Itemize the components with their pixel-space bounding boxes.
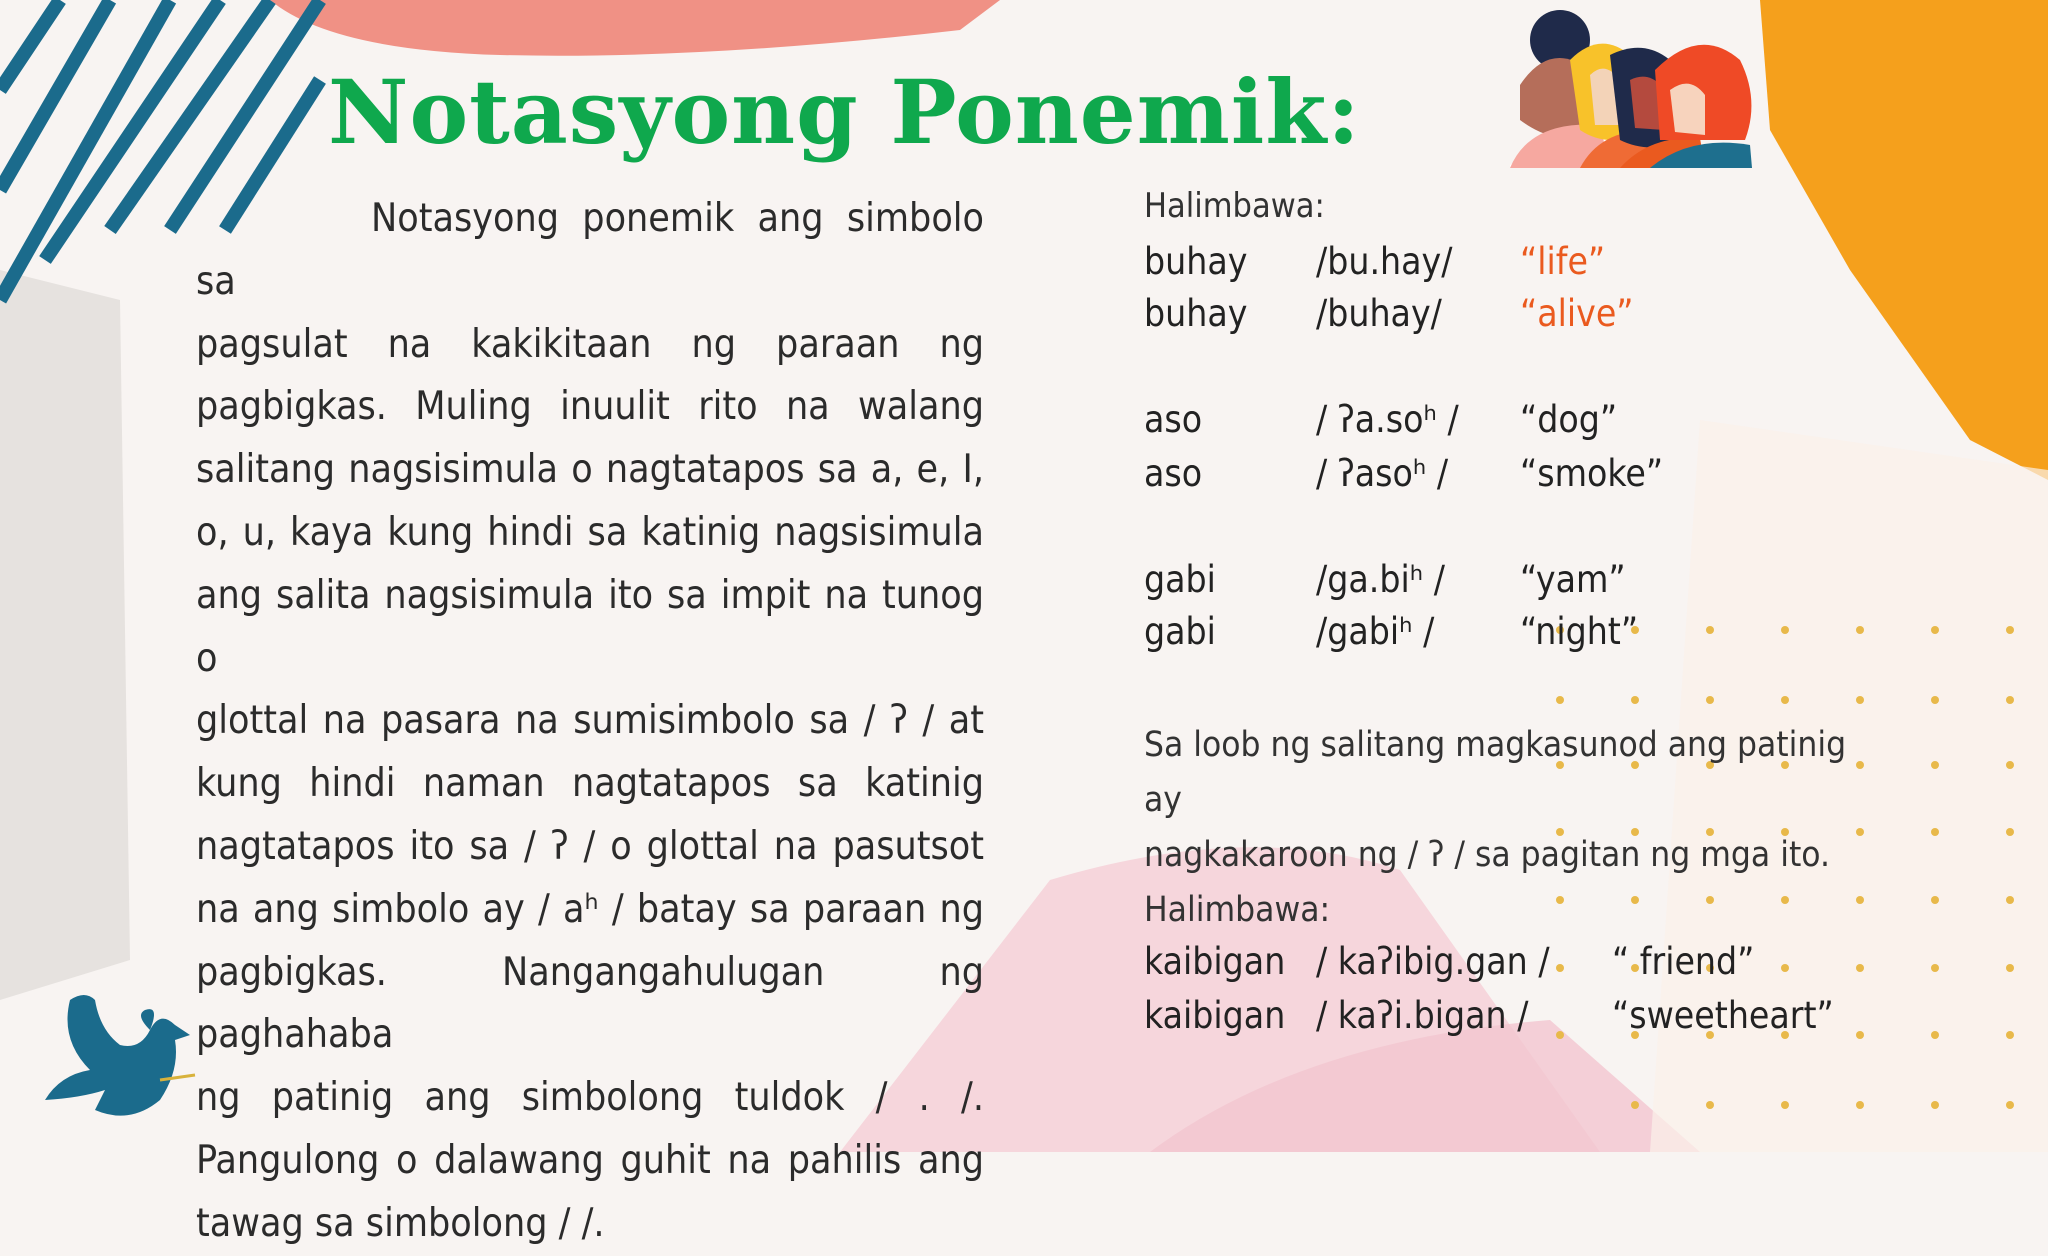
example-word: gabi — [1144, 610, 1216, 653]
paragraph-line: Notasyong ponemik ang simbolo sa — [196, 196, 984, 304]
example-phonemic: / kaʔi.bigan / — [1316, 994, 1529, 1037]
salmon-shape — [270, 0, 1000, 56]
paragraph-line: glottal na pasara na sumisimbolo sa / ʔ / at — [196, 698, 984, 744]
definition-paragraph — [196, 188, 984, 1256]
example-word: gabi — [1144, 558, 1216, 601]
paragraph-line: o, u, kaya kung hindi sa katinig nagsisimula — [196, 509, 984, 555]
paragraph-line: ng patinig ang simbolong tuldok / . /. — [196, 1075, 984, 1121]
example-phonemic: /bu.hay/ — [1316, 240, 1453, 283]
example-phonemic: /buhay/ — [1316, 292, 1442, 335]
example-phonemic: / ʔasoʰ / — [1316, 452, 1449, 495]
note-line: nagkakaroon ng / ʔ / sa pagitan ng mga ito. — [1144, 835, 1830, 875]
example-phonemic: /ga.biʰ / — [1316, 558, 1445, 601]
grey-shape — [0, 270, 130, 1000]
example-gloss: “alive” — [1520, 292, 1634, 335]
paragraph-line: kung hindi naman nagtatapos sa katinig — [196, 761, 984, 807]
paragraph-line: pagsulat na kakikitaan ng paraan ng — [196, 321, 984, 367]
paragraph-line: nagtatapos ito sa / ʔ / o glottal na pasutsot — [196, 823, 984, 869]
example-gloss: “ friend” — [1612, 940, 1755, 983]
paragraph-line: tawag sa simbolong / /. — [196, 1200, 605, 1246]
example-word: kaibigan — [1144, 940, 1286, 983]
example-word: buhay — [1144, 292, 1248, 335]
example-gloss: “yam” — [1520, 558, 1626, 601]
example-gloss: “night” — [1520, 610, 1639, 653]
example-word: aso — [1144, 452, 1203, 495]
paragraph-line: ang salita nagsisimula ito sa impit na tunog o — [196, 572, 984, 681]
example-word: kaibigan — [1144, 994, 1286, 1037]
dove-icon — [45, 995, 195, 1116]
example-gloss: “life” — [1520, 240, 1606, 283]
examples-label: Halimbawa: — [1144, 186, 1325, 226]
paragraph-line: pagbigkas. Nangangahulugan ng paghahaba — [196, 949, 984, 1058]
example-gloss: “dog” — [1520, 398, 1618, 441]
example-word: buhay — [1144, 240, 1248, 283]
people-illustration — [1510, 10, 1752, 168]
paragraph-line: Pangulong o dalawang guhit na pahilis ang — [196, 1137, 984, 1183]
example-phonemic: /gabiʰ / — [1316, 610, 1435, 653]
example-gloss: “sweetheart” — [1612, 994, 1834, 1037]
paragraph-line: na ang simbolo ay / aʰ / batay sa paraan ng — [196, 886, 984, 932]
paragraph-line: pagbigkas. Muling inuulit rito na walang — [196, 384, 984, 430]
example-phonemic: / kaʔibig.gan / — [1316, 940, 1550, 983]
example-phonemic: / ʔa.soʰ / — [1316, 398, 1459, 441]
example-word: aso — [1144, 398, 1203, 441]
note-block — [1144, 718, 1864, 938]
orange-shape — [1760, 0, 2048, 480]
page-title: Notasyong Ponemik: — [328, 60, 1361, 164]
example-gloss: “smoke” — [1520, 452, 1664, 495]
note-line: Halimbawa: — [1144, 890, 1331, 930]
paragraph-line: salitang nagsisimula o nagtatapos sa a, e, I, — [196, 447, 984, 493]
note-line: Sa loob ng salitang magkasunod ang patinig ay — [1144, 725, 1847, 820]
